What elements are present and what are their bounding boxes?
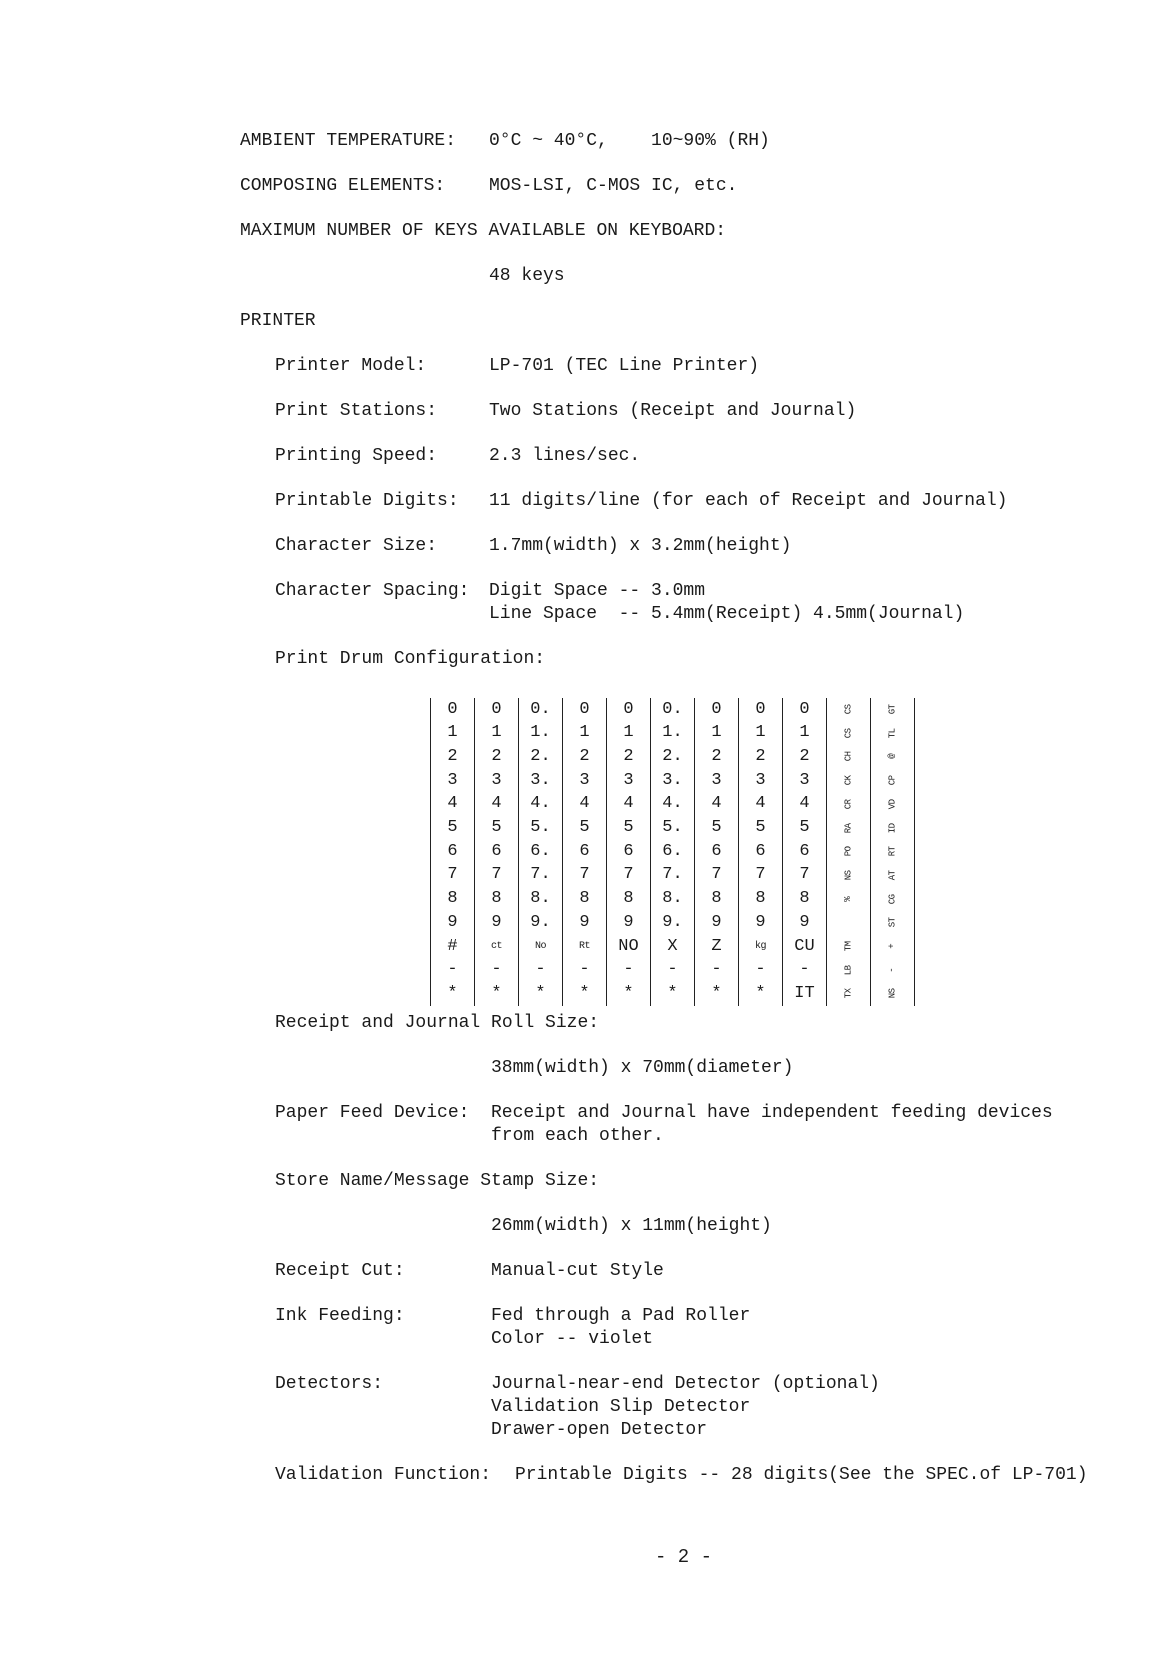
- drum-cell: 2: [739, 745, 783, 769]
- ink-label: Ink Feeding:: [275, 1306, 405, 1326]
- drum-cell: 7: [563, 864, 607, 888]
- drum-row: [431, 698, 915, 722]
- feed-value-2: from each other.: [491, 1126, 664, 1146]
- drum-row: [431, 864, 915, 888]
- keys-value: 48 keys: [489, 266, 565, 286]
- drum-cell: *: [607, 982, 651, 1006]
- drum-cell: 4.: [651, 793, 695, 817]
- drum-cell: 0: [739, 698, 783, 722]
- cut-value: Manual-cut Style: [491, 1261, 664, 1281]
- spacing-value-2: Line Space -- 5.4mm(Receipt) 4.5mm(Journal): [489, 604, 965, 624]
- drum-cell: 1: [475, 722, 519, 746]
- roll-value: 38mm(width) x 70mm(diameter): [491, 1058, 794, 1078]
- drum-cell: 0: [563, 698, 607, 722]
- drum-cell: 9: [607, 911, 651, 935]
- validation-label: Validation Function:: [275, 1465, 492, 1485]
- spacing-value-1: Digit Space -- 3.0mm: [489, 581, 706, 601]
- drum-cell: ST: [871, 911, 915, 935]
- charsize-value: 1.7mm(width) x 3.2mm(height): [489, 536, 792, 556]
- drum-cell: 0.: [519, 698, 563, 722]
- drum-cell: AT: [871, 864, 915, 888]
- drum-cell: NS: [827, 864, 871, 888]
- validation-value: Printable Digits -- 28 digits(See the SPEC.of LP-701): [515, 1465, 1088, 1485]
- ink-value-2: Color -- violet: [491, 1329, 654, 1349]
- drum-cell: 5.: [519, 817, 563, 841]
- drum-cell: CU: [783, 935, 827, 959]
- drum-row: [431, 840, 915, 864]
- drum-cell: 8: [783, 888, 827, 912]
- drum-cell: NO: [607, 935, 651, 959]
- drum-cell: *: [563, 982, 607, 1006]
- drum-cell: 7.: [651, 864, 695, 888]
- drum-cell: 5: [739, 817, 783, 841]
- drum-cell: 7: [607, 864, 651, 888]
- drum-cell: %: [827, 888, 871, 912]
- drum-cell: -: [475, 959, 519, 983]
- drum-cell: 6: [563, 840, 607, 864]
- ambient-label: AMBIENT TEMPERATURE:: [240, 131, 457, 151]
- drum-cell: CS: [827, 722, 871, 746]
- digits-value: 11 digits/line (for each of Receipt and Journal): [489, 491, 1008, 511]
- drum-row: [431, 722, 915, 746]
- drum-label: Print Drum Configuration:: [275, 649, 546, 669]
- drum-cell: 5: [607, 817, 651, 841]
- drum-cell: 5: [563, 817, 607, 841]
- drum-cell: -: [607, 959, 651, 983]
- drum-cell: 2: [563, 745, 607, 769]
- drum-cell: *: [475, 982, 519, 1006]
- drum-cell: 1: [695, 722, 739, 746]
- drum-cell: 6.: [651, 840, 695, 864]
- drum-cell: Rt: [563, 935, 607, 959]
- detector-item: Validation Slip Detector: [491, 1397, 751, 1417]
- drum-cell: 9: [783, 911, 827, 935]
- drum-cell: 1.: [519, 722, 563, 746]
- drum-cell: 4.: [519, 793, 563, 817]
- drum-cell: 8: [563, 888, 607, 912]
- drum-cell: NS: [871, 982, 915, 1006]
- drum-cell: 3: [431, 769, 475, 793]
- drum-cell: 4: [475, 793, 519, 817]
- drum-cell: 8: [607, 888, 651, 912]
- drum-cell: 4: [431, 793, 475, 817]
- drum-cell: TX: [827, 982, 871, 1006]
- drum-cell: CG: [871, 888, 915, 912]
- drum-row: [431, 769, 915, 793]
- drum-cell: X: [651, 935, 695, 959]
- drum-cell: 8: [431, 888, 475, 912]
- drum-cell: PO: [827, 840, 871, 864]
- drum-row: [431, 982, 915, 1006]
- drum-cell: *: [519, 982, 563, 1006]
- feed-value-1: Receipt and Journal have independent feeding devices: [491, 1103, 1053, 1123]
- drum-cell: *: [695, 982, 739, 1006]
- drum-cell: kg: [739, 935, 783, 959]
- drum-cell: No: [519, 935, 563, 959]
- drum-cell: 6: [783, 840, 827, 864]
- drum-cell: -: [739, 959, 783, 983]
- drum-cell: 0: [431, 698, 475, 722]
- drum-cell: 5: [475, 817, 519, 841]
- drum-cell: 2: [475, 745, 519, 769]
- drum-cell: CH: [827, 745, 871, 769]
- drum-cell: TL: [871, 722, 915, 746]
- drum-row: [431, 959, 915, 983]
- drum-cell: TM: [827, 935, 871, 959]
- drum-cell: 5: [431, 817, 475, 841]
- drum-cell: -: [519, 959, 563, 983]
- drum-cell: 7: [695, 864, 739, 888]
- speed-value: 2.3 lines/sec.: [489, 446, 641, 466]
- drum-cell: 8.: [519, 888, 563, 912]
- composing-value: MOS-LSI, C-MOS IC, etc.: [489, 176, 738, 196]
- drum-cell: 6: [607, 840, 651, 864]
- drum-cell: 1: [783, 722, 827, 746]
- drum-cell: 4: [739, 793, 783, 817]
- drum-row: [431, 888, 915, 912]
- drum-cell: 1: [607, 722, 651, 746]
- drum-cell: 6: [739, 840, 783, 864]
- drum-cell: 6: [475, 840, 519, 864]
- ink-value-1: Fed through a Pad Roller: [491, 1306, 751, 1326]
- drum-cell: 0: [695, 698, 739, 722]
- drum-cell: 9: [563, 911, 607, 935]
- drum-cell: 2: [695, 745, 739, 769]
- drum-cell: 1: [563, 722, 607, 746]
- drum-cell: ct: [475, 935, 519, 959]
- drum-cell: 8: [475, 888, 519, 912]
- stations-value: Two Stations (Receipt and Journal): [489, 401, 857, 421]
- drum-cell: -: [563, 959, 607, 983]
- drum-cell: 5: [783, 817, 827, 841]
- drum-cell: 1: [431, 722, 475, 746]
- drum-cell: 2.: [651, 745, 695, 769]
- drum-cell: +: [871, 935, 915, 959]
- drum-cell: #: [431, 935, 475, 959]
- speed-label: Printing Speed:: [275, 446, 438, 466]
- drum-cell: 3: [695, 769, 739, 793]
- drum-cell: RT: [871, 840, 915, 864]
- drum-cell: [827, 911, 871, 935]
- detector-item: Journal-near-end Detector (optional): [491, 1374, 880, 1394]
- stamp-label: Store Name/Message Stamp Size:: [275, 1171, 600, 1191]
- drum-row: [431, 817, 915, 841]
- detector-item: Drawer-open Detector: [491, 1420, 708, 1440]
- drum-cell: 3: [563, 769, 607, 793]
- cut-label: Receipt Cut:: [275, 1261, 405, 1281]
- drum-cell: 2: [431, 745, 475, 769]
- drum-cell: -: [695, 959, 739, 983]
- drum-cell: 9: [695, 911, 739, 935]
- drum-cell: 9.: [519, 911, 563, 935]
- drum-cell: -: [871, 959, 915, 983]
- drum-cell: 3.: [519, 769, 563, 793]
- drum-cell: 1: [739, 722, 783, 746]
- drum-cell: RA: [827, 817, 871, 841]
- drum-cell: @: [871, 745, 915, 769]
- charsize-label: Character Size:: [275, 536, 438, 556]
- drum-cell: 6.: [519, 840, 563, 864]
- drum-cell: 0: [607, 698, 651, 722]
- detectors-label: Detectors:: [275, 1374, 384, 1394]
- drum-row: [431, 745, 915, 769]
- digits-label: Printable Digits:: [275, 491, 459, 511]
- drum-cell: LB: [827, 959, 871, 983]
- drum-cell: 7.: [519, 864, 563, 888]
- composing-label: COMPOSING ELEMENTS:: [240, 176, 446, 196]
- drum-cell: GT: [871, 698, 915, 722]
- drum-cell: IT: [783, 982, 827, 1006]
- stations-label: Print Stations:: [275, 401, 438, 421]
- drum-cell: 1.: [651, 722, 695, 746]
- drum-cell: 0: [475, 698, 519, 722]
- drum-cell: 7: [783, 864, 827, 888]
- drum-cell: 5: [695, 817, 739, 841]
- printer-heading: PRINTER: [240, 311, 316, 331]
- drum-cell: CP: [871, 769, 915, 793]
- drum-cell: CR: [827, 793, 871, 817]
- model-label: Printer Model:: [275, 356, 427, 376]
- drum-cell: 3: [607, 769, 651, 793]
- drum-cell: 2: [783, 745, 827, 769]
- drum-cell: 4: [695, 793, 739, 817]
- stamp-value: 26mm(width) x 11mm(height): [491, 1216, 772, 1236]
- drum-cell: 3: [783, 769, 827, 793]
- feed-label: Paper Feed Device:: [275, 1103, 470, 1123]
- drum-cell: ID: [871, 817, 915, 841]
- drum-cell: 9: [431, 911, 475, 935]
- roll-label: Receipt and Journal Roll Size:: [275, 1013, 600, 1033]
- drum-cell: 8.: [651, 888, 695, 912]
- spacing-label: Character Spacing:: [275, 581, 470, 601]
- drum-cell: 4: [563, 793, 607, 817]
- print-drum-table: [430, 698, 915, 1006]
- drum-cell: 8: [739, 888, 783, 912]
- page-number: - 2 -: [655, 1546, 713, 1568]
- drum-cell: 5.: [651, 817, 695, 841]
- drum-cell: 3: [739, 769, 783, 793]
- drum-cell: 7: [431, 864, 475, 888]
- drum-cell: 0.: [651, 698, 695, 722]
- drum-cell: 3.: [651, 769, 695, 793]
- drum-cell: *: [431, 982, 475, 1006]
- drum-cell: CK: [827, 769, 871, 793]
- drum-cell: 9: [739, 911, 783, 935]
- drum-cell: CS: [827, 698, 871, 722]
- ambient-value: 0°C ~ 40°C, 10~90% (RH): [489, 131, 770, 151]
- drum-cell: 9.: [651, 911, 695, 935]
- drum-cell: 2: [607, 745, 651, 769]
- drum-cell: 9: [475, 911, 519, 935]
- drum-cell: -: [651, 959, 695, 983]
- drum-cell: 6: [695, 840, 739, 864]
- drum-cell: 4: [607, 793, 651, 817]
- keys-label: MAXIMUM NUMBER OF KEYS AVAILABLE ON KEYBOARD:: [240, 221, 727, 241]
- drum-cell: 8: [695, 888, 739, 912]
- drum-cell: 2.: [519, 745, 563, 769]
- model-value: LP-701 (TEC Line Printer): [489, 356, 760, 376]
- drum-cell: 3: [475, 769, 519, 793]
- drum-cell: -: [431, 959, 475, 983]
- drum-cell: VD: [871, 793, 915, 817]
- drum-cell: *: [651, 982, 695, 1006]
- drum-cell: 7: [739, 864, 783, 888]
- drum-cell: 7: [475, 864, 519, 888]
- drum-cell: Z: [695, 935, 739, 959]
- drum-cell: 4: [783, 793, 827, 817]
- drum-cell: *: [739, 982, 783, 1006]
- drum-row: [431, 911, 915, 935]
- drum-row: [431, 793, 915, 817]
- drum-row: [431, 935, 915, 959]
- drum-cell: -: [783, 959, 827, 983]
- drum-cell: 6: [431, 840, 475, 864]
- drum-cell: 0: [783, 698, 827, 722]
